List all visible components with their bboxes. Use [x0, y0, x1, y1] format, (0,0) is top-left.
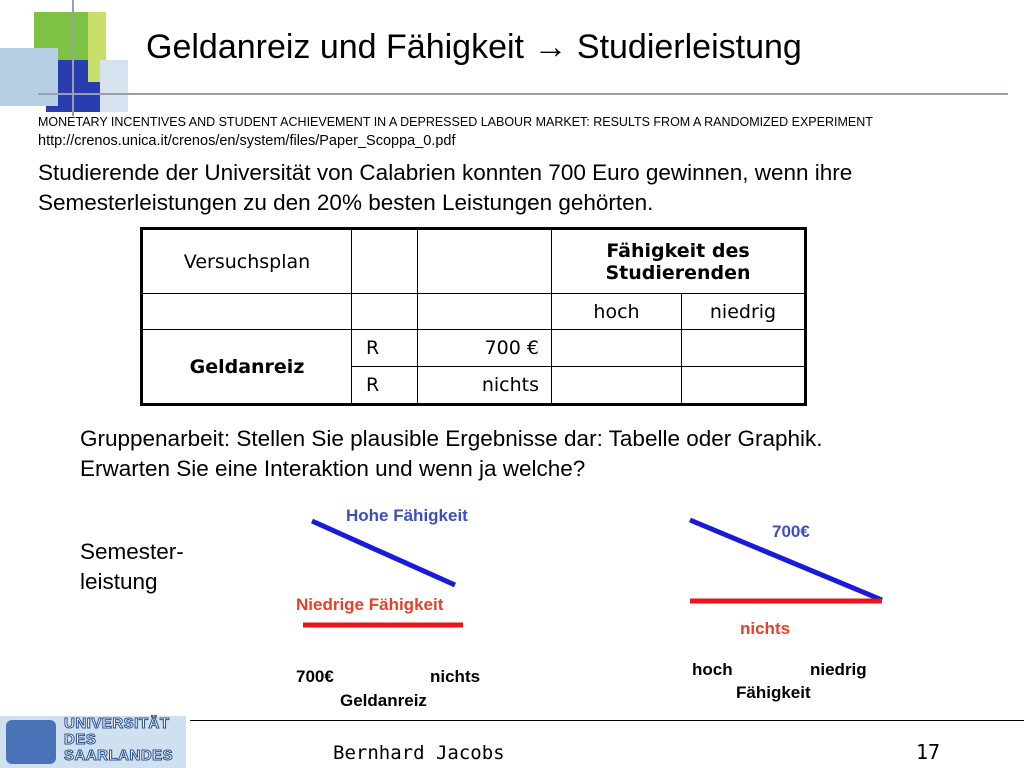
group-task-line2: Erwarten Sie eine Interaktion und wenn ja welche? — [80, 456, 586, 481]
col-low: niedrig — [682, 294, 806, 330]
footer-divider — [190, 720, 1024, 721]
university-seal-icon — [6, 720, 56, 764]
university-logo-text — [64, 716, 173, 764]
legend-nichts: nichts — [740, 619, 791, 638]
header-ability-line2: Studierenden — [605, 261, 751, 284]
logo-line1: UNIVERSITÄT — [64, 715, 170, 732]
slide-title: Geldanreiz und Fähigkeit → Studierleistung — [146, 28, 802, 66]
header-ability-line1: Fähigkeit des — [606, 239, 750, 262]
row-r: R — [352, 367, 418, 405]
series-line-high-ability — [312, 521, 455, 585]
tick-label-hoch: hoch — [692, 660, 733, 679]
row-group-incentive: Geldanreiz — [142, 330, 352, 405]
legend-low-ability: Niedrige Fähigkeit — [296, 595, 444, 614]
row-incentive: nichts — [418, 367, 552, 405]
y-axis-label-line1: Semester- — [80, 539, 184, 564]
logo-line3: SAARLANDES — [64, 747, 174, 764]
row-incentive: 700 € — [418, 330, 552, 367]
x-axis-label-incentive: Geldanreiz — [340, 691, 427, 710]
legend-700: 700€ — [772, 522, 810, 541]
x-axis-label-ability: Fähigkeit — [736, 683, 811, 702]
tick-label-700: 700€ — [296, 667, 334, 686]
paper-title: MONETARY INCENTIVES AND STUDENT ACHIEVEMENT IN A DEPRESSED LABOUR MARKET: RESULTS FROM A RANDOMIZED EXPERIMENT — [38, 115, 873, 129]
tick-label-nichts: nichts — [430, 667, 481, 686]
logo-line2: DES — [64, 731, 97, 748]
col-high: hoch — [552, 294, 682, 330]
paper-url[interactable]: http://crenos.unica.it/crenos/en/system/files/Paper_Scoppa_0.pdf — [38, 133, 456, 149]
header-design: Versuchsplan — [142, 229, 352, 294]
group-task-line1: Gruppenarbeit: Stellen Sie plausible Ergebnisse dar: Tabelle oder Graphik. — [80, 426, 823, 451]
row-r: R — [352, 330, 418, 367]
tick-label-niedrig: niedrig — [810, 660, 867, 679]
author-name: Bernhard Jacobs — [333, 742, 505, 764]
chart-ability — [690, 520, 882, 702]
page-number: 17 — [916, 740, 941, 764]
legend-high-ability: Hohe Fähigkeit — [346, 506, 468, 525]
intro-text: Studierende der Universität von Calabrien konnten 700 Euro gewinnen, wenn ihre Semesterleistungen zu den 20% besten Leistungen gehörten. — [38, 160, 853, 215]
y-axis-label-line2: leistung — [80, 569, 158, 594]
chart-incentive — [296, 506, 480, 710]
